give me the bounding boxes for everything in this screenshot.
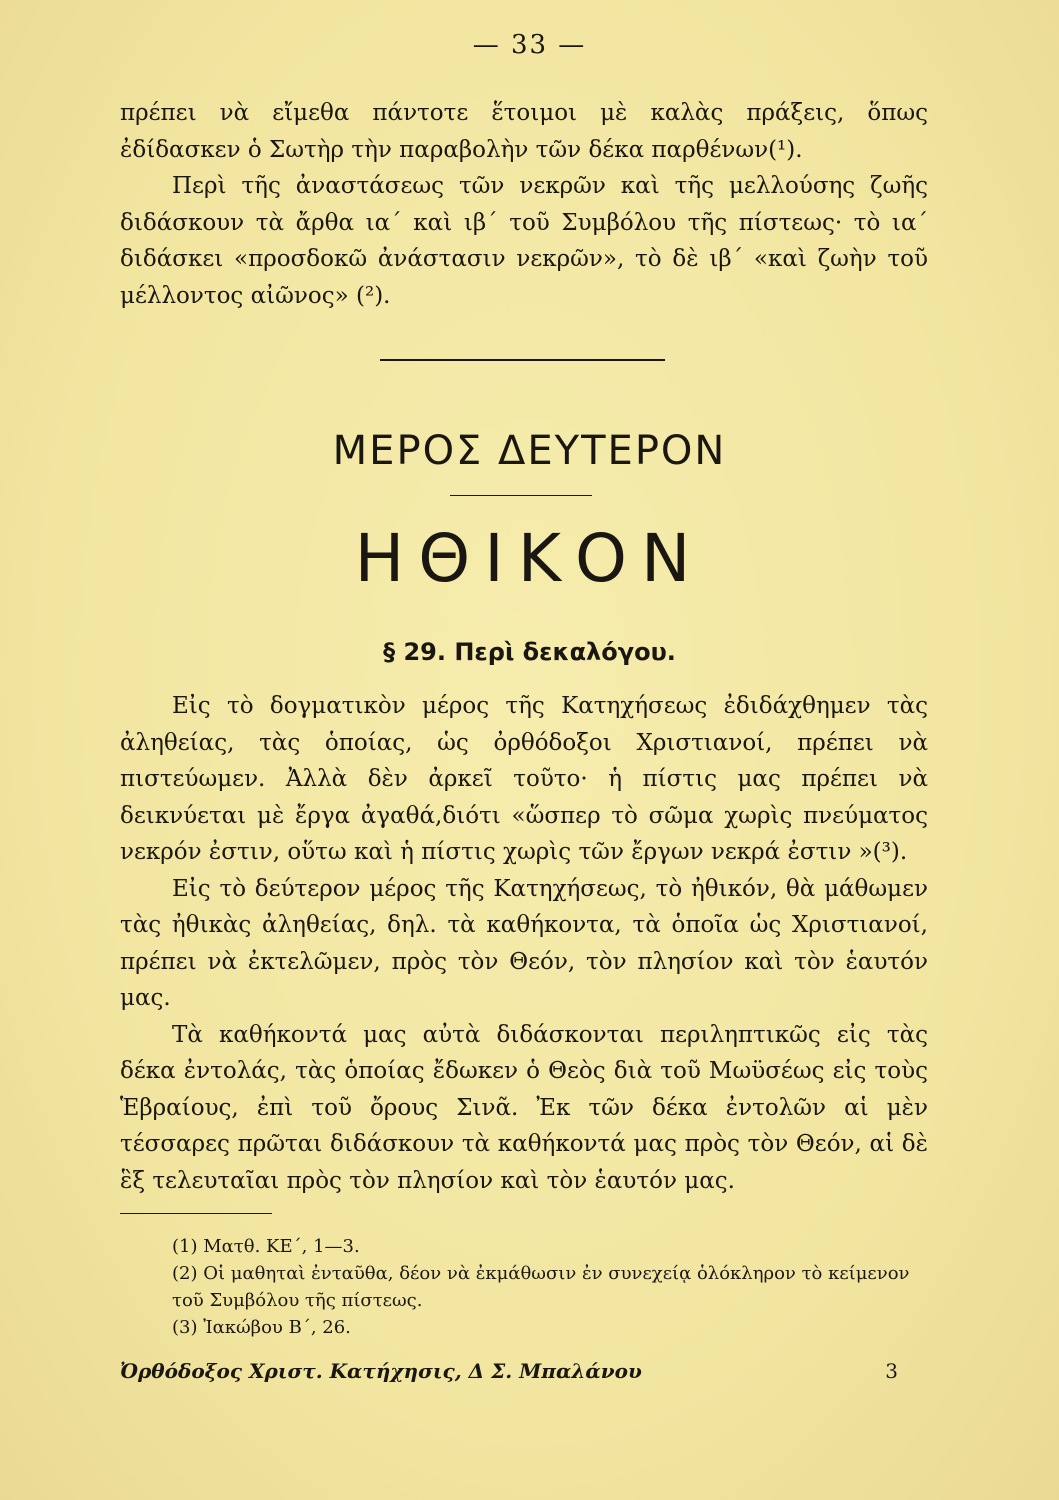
paragraph: Εἰς τὸ δεύτερον μέρος τῆς Κατηχήσεως, τὸ ἠθικόν, θὰ μάθωμεν τὰς ἠθικὰς ἀληθείας, δηλ. τὰ καθήκοντα, τὰ ὁποῖα ὡς Χριστιανοί, πρέπει νὰ ἐκτελῶμεν, πρὸς τὸν Θεόν, τὸν πλησίον καὶ τὸν ἑαυτόν μας. (120, 875, 928, 1011)
part-title: ΜΕΡΟΣ ΔΕΥΤΕΡΟΝ (332, 428, 727, 474)
footer-signature: 3 (885, 1359, 898, 1383)
paragraph: Περὶ τῆς ἀναστάσεως τῶν νεκρῶν καὶ τῆς μελλούσης ζωῆς διδάσκουν τὰ ἄρθα ια΄ καὶ ιβ΄ τοῦ Συμβόλου τῆς πίστεως· τὸ ια΄ διδάσκει «προσδοκῶ ἀνάστασιν νεκρῶν», τὸ δὲ ιβ΄ «καὶ ζωὴν τοῦ μέλλοντος αἰῶνος» (²). (120, 173, 928, 309)
footnotes (120, 1233, 928, 1341)
footer-book-title: Ὀρθόδοξος Χριστ. Κατήχησις, Δ Σ. Μπαλάνου (120, 1359, 642, 1383)
top-text-block (120, 95, 928, 314)
main-text-block (120, 688, 928, 1199)
paragraph: πρέπει νὰ εἴμεθα πάντοτε ἕτοιμοι μὲ καλὰς πράξεις, ὅπως ἐδίδασκεν ὁ Σωτὴρ τὴν παραβολὴν τῶν δέκα παρθένων(¹). (120, 100, 928, 163)
page-number: — 33 — (472, 30, 587, 60)
paragraph: Εἰς τὸ δογματικὸν μέρος τῆς Κατηχήσεως ἐδιδάχθημεν τὰς ἀληθείας, τὰς ὁποίας, ὡς ὀρθόδοξοι Χριστιανοί, πρέπει νὰ πιστεύωμεν. Ἀλλὰ δὲν ἀρκεῖ τοῦτο· ἡ πίστις μας πρέπει νὰ δεικνύεται μὲ ἔργα ἀγαθά,διότι «ὥσπερ τὸ σῶμα χωρὶς πνεύματος νεκρόν ἐστιν, οὕτω καὶ ἡ πίστις χωρὶς τῶν ἔργων νεκρά ἐστιν »(³). (120, 693, 928, 865)
footnote: (3) Ἰακώβου Β΄, 26. (172, 1317, 351, 1338)
footnote-rule (120, 1213, 272, 1214)
section-heading: § 29. Περὶ δεκαλόγου. (383, 638, 676, 666)
main-title: ΗΘΙΚΟΝ (354, 520, 705, 597)
divider-rule (380, 359, 665, 361)
footnote: (1) Ματθ. ΚΕ΄, 1—3. (172, 1236, 360, 1257)
footnote: (2) Οἱ μαθηταὶ ἐνταῦθα, δέον νὰ ἐκμάθωσιν ἐν συνεχείᾳ ὁλόκληρον τὸ κείμενον τοῦ Συμβόλου τῆς πίστεως. (172, 1263, 910, 1311)
divider-rule-short (450, 495, 592, 496)
paragraph: Τὰ καθήκοντά μας αὐτὰ διδάσκονται περιληπτικῶς εἰς τὰς δέκα ἐντολάς, τὰς ὁποίας ἔδωκεν ὁ Θεὸς διὰ τοῦ Μωϋσέως εἰς τοὺς Ἑβραίους, ἐπὶ τοῦ ὄρους Σινᾶ. Ἐκ τῶν δέκα ἐντολῶν αἱ μὲν τέσσαρες πρῶται διδάσκουν τὰ καθήκοντά μας πρὸς τὸν Θεόν, αἱ δὲ ἓξ τελευταῖαι πρὸς τὸν πλησίον καὶ τὸν ἑαυτόν μας. (120, 1021, 928, 1194)
